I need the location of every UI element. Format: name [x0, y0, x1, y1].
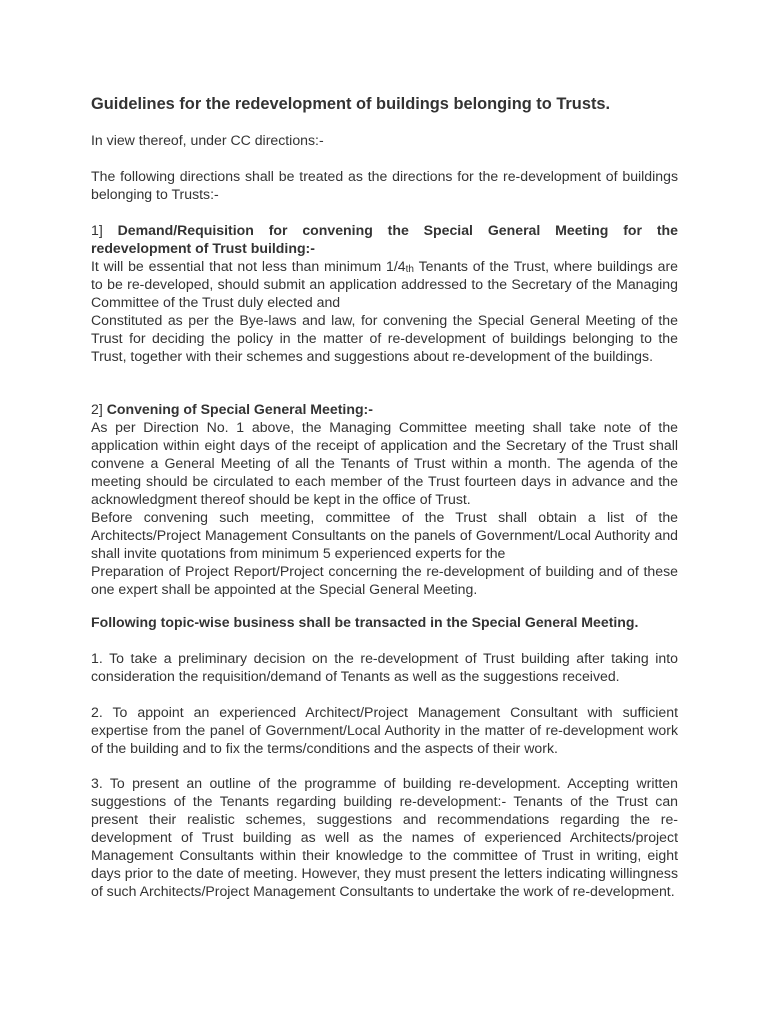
section-2-number: 2]: [91, 401, 103, 417]
list-item: 1. To take a preliminary decision on the re-development of Trust building after taking into consideration the requisition/demand of Tenants as well as the suggestions received.: [91, 650, 678, 684]
section-1-body-b: Constituted as per the Bye-laws and law, for convening the Special General Meeting of the Trust for deciding the policy in the matter of re-development of buildings belonging to the Trust, together with their schemes and suggestions about re-development of the buildings.: [91, 312, 678, 364]
section-2-body-a: As per Direction No. 1 above, the Managing Committee meeting shall take note of the application within eight days of the receipt of application and the Secretary of the Trust shall convene a General Meeting of all the Tenants of Trust within a month. The agenda of the meeting should be circulated to each member of the Trust fourteen days in advance and the acknowledgment thereof should be kept in the office of Trust.: [91, 419, 678, 507]
section-1-body-a: [91, 257, 678, 311]
intro-text: In view thereof, under CC directions:-: [91, 132, 324, 148]
section-1-body-part2: Tenants of the Trust, where buildings are to be re-developed, should submit an application addressed to the Secretary of the Managing Committee of the Trust duly elected and: [91, 258, 678, 310]
business-heading: [91, 613, 678, 631]
list-item: 3. To present an outline of the programme of building re-development. Accepting written suggestions of the Tenants regarding building re-development:- Tenants of the Trust can present their realistic schemes, suggestions and recommendations regarding the re-development of Trust building as well as the names of experienced Architects/project Management Consultants within their knowledge to the committee of Trust in writing, eight days prior to the date of meeting. However, they must present the letters indicating willingness of such Architects/Project Management Consultants to undertake the work of re-development.: [91, 775, 678, 899]
section-1: [91, 221, 678, 365]
section-2: [91, 400, 678, 598]
preamble-text: The following directions shall be treated as the directions for the re-development of buildings belonging to Trusts:-: [91, 168, 678, 202]
section-1-number: 1]: [91, 222, 103, 238]
section-1-heading-line: [91, 221, 678, 257]
list-item: 2. To appoint an experienced Architect/Project Management Consultant with sufficient expertise from the panel of Government/Local Authority in the matter of re-development work of the building and to fix the terms/conditions and the aspects of their work.: [91, 704, 678, 756]
section-1-body-part1: It will be essential that not less than minimum 1/4: [91, 258, 406, 274]
document-title: Guidelines for the redevelopment of buildings belonging to Trusts.: [91, 95, 611, 113]
section-2-heading-line: [91, 400, 678, 418]
section-2-body-c: Preparation of Project Report/Project concerning the re-development of building and of these one expert shall be appointed at the Special General Meeting.: [91, 563, 678, 597]
section-1-body-sup: th: [405, 264, 414, 275]
section-2-body-b: Before convening such meeting, committee of the Trust shall obtain a list of the Architects/Project Management Consultants on the panels of Government/Local Authority and shall invite quotations from minimum 5 experienced experts for the: [91, 509, 678, 561]
business-heading-text: Following topic-wise business shall be transacted in the Special General Meeting.: [91, 614, 639, 630]
section-1-heading: Demand/Requisition for convening the Special General Meeting for the redevelopment of Trust building:-: [91, 222, 678, 256]
section-2-heading: Convening of Special General Meeting:-: [106, 401, 373, 417]
